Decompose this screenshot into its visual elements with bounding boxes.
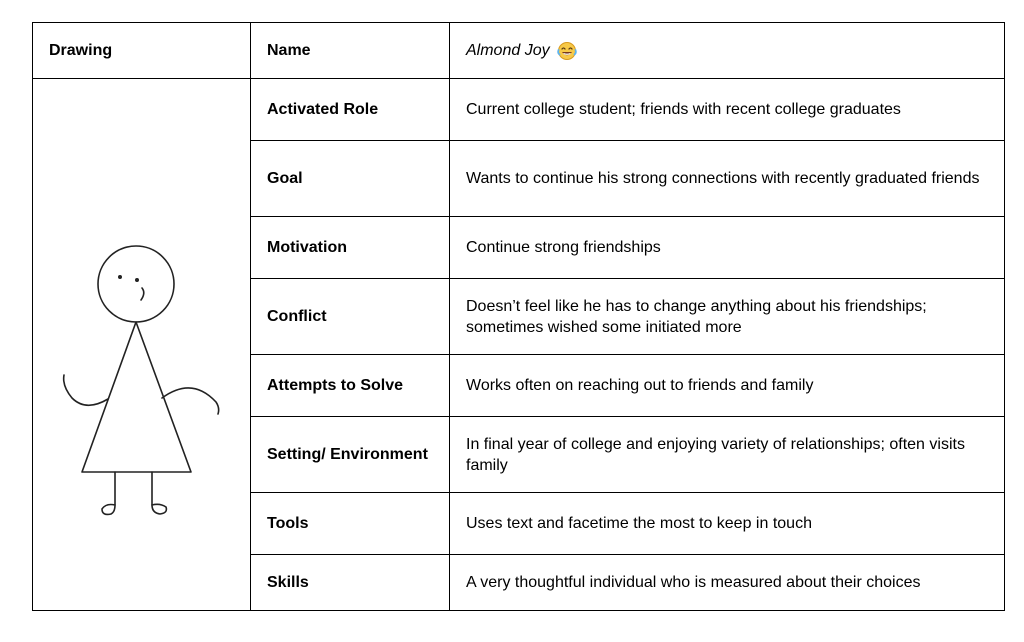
row-label: Motivation: [251, 217, 450, 279]
row-label: Attempts to Solve: [251, 355, 450, 417]
stick-figure-drawing: [34, 80, 250, 610]
row-value: Uses text and facetime the most to keep in touch: [450, 493, 1005, 555]
name-value-cell: [450, 23, 1005, 79]
row-label: Setting/ Environment: [251, 417, 450, 493]
row-value: Doesn’t feel like he has to change anything about his friendships; sometimes wished some initiated more: [450, 279, 1005, 355]
row-value: Works often on reaching out to friends and family: [450, 355, 1005, 417]
row-value: Continue strong friendships: [450, 217, 1005, 279]
persona-table: [32, 22, 1005, 611]
row-label: Activated Role: [251, 79, 450, 141]
row-label: Conflict: [251, 279, 450, 355]
laughing-face-icon: [556, 41, 578, 61]
row-value: In final year of college and enjoying variety of relationships; often visits family: [450, 417, 1005, 493]
row-value: A very thoughtful individual who is measured about their choices: [450, 555, 1005, 611]
name-header: Name: [251, 23, 450, 79]
row-value: Wants to continue his strong connections with recently graduated friends: [450, 141, 1005, 217]
drawing-cell: [33, 79, 251, 611]
table-row: [33, 79, 1005, 141]
row-label: Goal: [251, 141, 450, 217]
drawing-header: Drawing: [33, 23, 251, 79]
row-value: Current college student; friends with recent college graduates: [450, 79, 1005, 141]
header-row: [33, 23, 1005, 79]
row-label: Skills: [251, 555, 450, 611]
row-label: Tools: [251, 493, 450, 555]
persona-name: Almond Joy: [466, 42, 550, 59]
